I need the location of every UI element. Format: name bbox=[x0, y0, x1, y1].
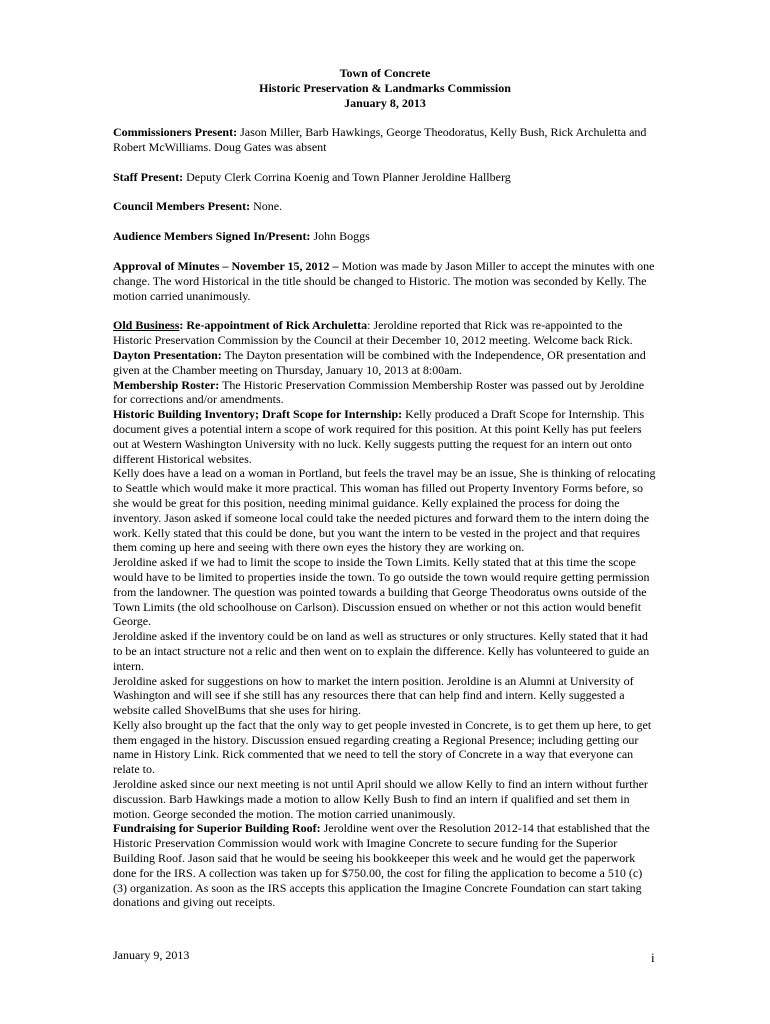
audience-label: Audience Members Signed In/Present: bbox=[113, 229, 311, 244]
staff-text: Deputy Clerk Corrina Koenig and Town Planner Jeroldine Hallberg bbox=[183, 169, 511, 184]
minutes-text: Motion was made by Jason Miller to accept the minutes with one change. The word Historical in the title should be changed to Historic. The motion was seconded by Kelly. The motion carried unanimously. bbox=[113, 258, 655, 303]
fundraising-label: Fundraising for Superior Building Roof: bbox=[113, 821, 321, 836]
membership-roster bbox=[113, 378, 657, 408]
audience-text: John Boggs bbox=[310, 229, 370, 244]
council-text: None. bbox=[250, 199, 283, 214]
document-page bbox=[113, 66, 657, 910]
old-business-text: : Jeroldine reported that Rick was re-appointed to the Historic Preservation Commission by the Council at their December 10, 2012 meeting. Welcome back Rick. bbox=[113, 318, 633, 348]
page-number: i bbox=[651, 950, 655, 965]
inventory-label: Historic Building Inventory; Draft Scope for Internship: bbox=[113, 407, 403, 422]
discussion-paragraph: Jeroldine asked since our next meeting is not until April should we allow Kelly to find an intern without further discussion. Barb Hawkings made a motion to allow Kelly Bush to find an intern if qualified and set them in motion. George seconded the motion. The motion carried unanimously. bbox=[113, 777, 648, 821]
dayton-label: Dayton Presentation: bbox=[113, 347, 222, 362]
commissioners-text: Jason Miller, Barb Hawkings, George Theodoratus, Kelly Bush, Rick Archuletta and Robert McWilliams. Doug Gates was absent bbox=[113, 125, 647, 154]
old-business bbox=[113, 318, 657, 348]
old-business-label: Old Business bbox=[113, 318, 180, 333]
commissioners-present bbox=[113, 125, 657, 155]
dayton-presentation bbox=[113, 348, 657, 378]
roster-label: Membership Roster: bbox=[113, 377, 220, 392]
fundraising-superior-roof bbox=[113, 821, 657, 910]
header-town: Town of Concrete bbox=[339, 66, 431, 80]
discussion-paragraph: Jeroldine asked if the inventory could be on land as well as structures or only structures. Kelly stated that it had to be an intact structure not a relic and then went on to explain the difference. Kelly has volunteered to guide an intern. bbox=[113, 629, 650, 673]
audience-present bbox=[113, 229, 657, 244]
document-header bbox=[113, 66, 657, 111]
inventory-text: Kelly produced a Draft Scope for Internship. This document gives a potential intern a scope of work required for this position. At this point Kelly has put feelers out at Western Washington University with no luck. Kelly suggests putting the request for an intern out onto different Historical websites. bbox=[113, 407, 645, 466]
council-label: Council Members Present: bbox=[113, 199, 251, 214]
council-present bbox=[113, 199, 657, 214]
commissioners-label: Commissioners Present: bbox=[113, 125, 238, 139]
dayton-text: The Dayton presentation will be combined with the Independence, OR presentation and given at the Chamber meeting on Thursday, January 10, 2013 at 8:00am. bbox=[113, 347, 646, 377]
staff-label: Staff Present: bbox=[113, 169, 184, 184]
staff-present bbox=[113, 170, 657, 185]
header-date: January 8, 2013 bbox=[344, 96, 426, 110]
footer-date: January 9, 2013 bbox=[113, 948, 190, 962]
roster-text: The Historic Preservation Commission Membership Roster was passed out by Jeroldine for corrections and/or amendments. bbox=[113, 377, 645, 407]
fundraising-text: Jeroldine went over the Resolution 2012-14 that established that the Historic Preservation Commission would work with Imagine Concrete to secure funding for the Superior Building Roof. Jason said that he would be seeing his bookkeeper this week and he would get the paperwork done for the IRS. A collection was taken up for $750.00, the cost for filing the application to become a 510 (c) (3) organization. As soon as the IRS accepts this application the Imagine Concrete Foundation can start taking donations and giving out receipts. bbox=[113, 821, 650, 910]
discussion-paragraph: Kelly also brought up the fact that the only way to get people invested in Concrete, is to get them up here, to get them engaged in the history. Discussion ensued regarding creating a Regional Presence; including getting our name in History Link. Rick commented that we need to tell the story of Concrete in a way that everyone can relate to. bbox=[113, 717, 652, 777]
approval-of-minutes bbox=[113, 259, 657, 303]
discussion-paragraph: Jeroldine asked if we had to limit the scope to inside the Town Limits. Kelly stated that at this time the scope would have to be limited to properties inside the town. To go outside the town would require getting permission from the landowner. The question was pointed towards a building that George Theodoratus owns outside of the Town Limits (the old schoolhouse on Carlson). Discussion ensued on whether or not this action would benefit George. bbox=[113, 555, 650, 629]
minutes-label: Approval of Minutes – November 15, 2012 – bbox=[113, 258, 339, 273]
historic-building-inventory bbox=[113, 407, 657, 466]
discussion-paragraph: Jeroldine asked for suggestions on how to market the intern position. Jeroldine is an Alumni at University of Washington and will see if she still has any resources there that can help find and intern. Kelly suggested a website called ShovelBums that she uses for hiring. bbox=[113, 673, 634, 718]
old-business-subject: : Re-appointment of Rick Archuletta bbox=[179, 318, 368, 333]
discussion-paragraph: Kelly does have a lead on a woman in Portland, but feels the travel may be an issue, She is thinking of relocating to Seattle which would make it more practical. This woman has filled out Property Inventory Forms before, so she would be great for this position, needing minimal guidance. Kelly explained the process for doing the inventory. Jason asked if someone local could take the needed pictures and forward them to the intern doing the work. Kelly stated that this could be done, but you want the intern to be vested in the project and that requires them coming up here and seeing with there own eyes the history they are working on. bbox=[113, 466, 656, 555]
header-commission: Historic Preservation & Landmarks Commission bbox=[259, 81, 511, 95]
